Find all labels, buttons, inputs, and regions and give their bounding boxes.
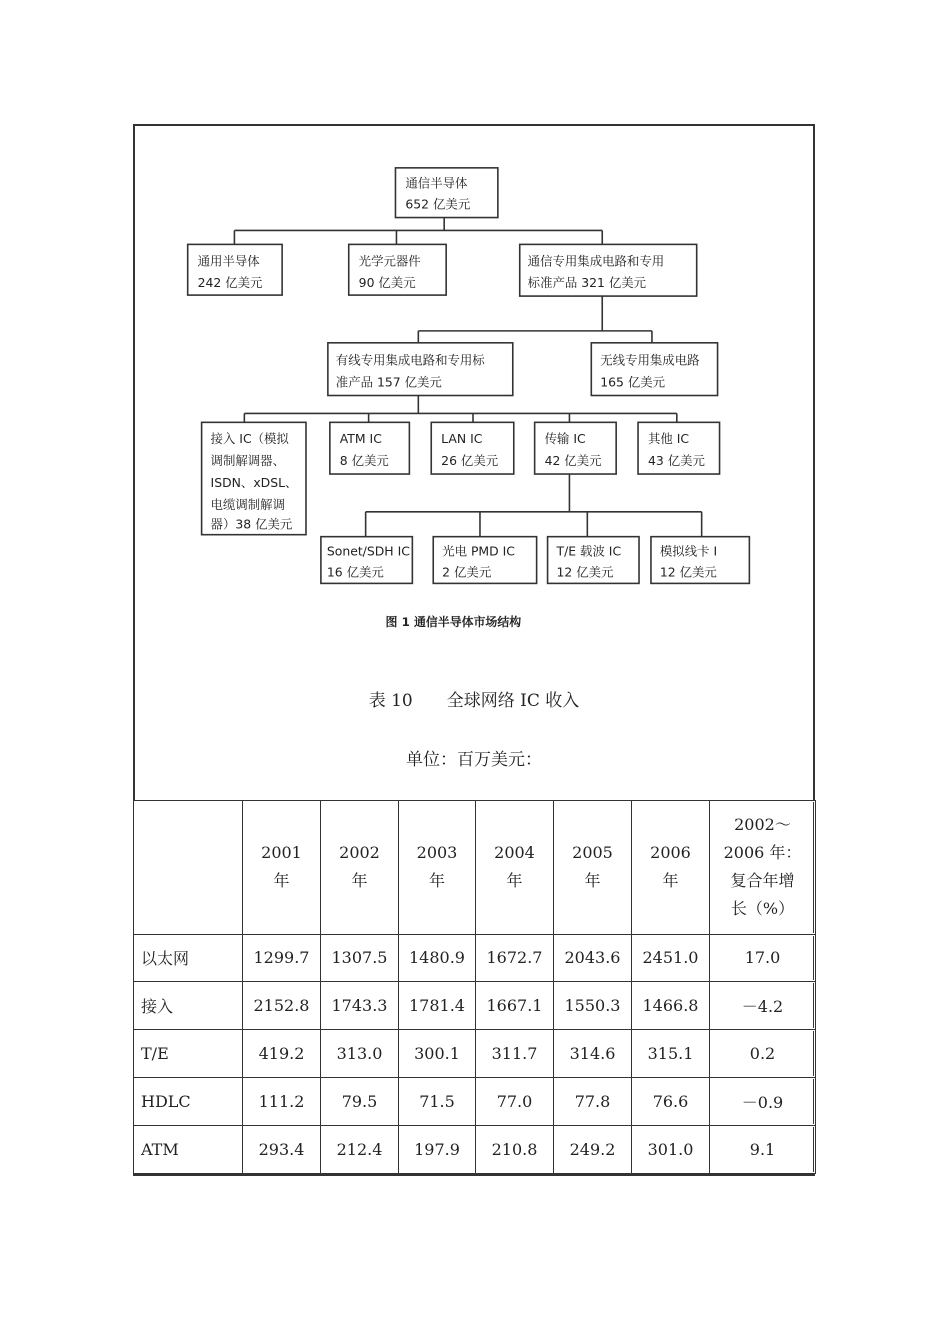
header-cell: [710, 801, 816, 935]
value-cell: 2152.8: [243, 982, 321, 1030]
row-label-cell: ATM: [134, 1126, 243, 1174]
value-cell: 249.2: [554, 1126, 632, 1174]
table-title-text: 全球网络 IC 收入: [446, 691, 580, 711]
node-wireless-line1: 无线专用集成电路: [600, 352, 700, 368]
header-cell-line: 2004: [494, 843, 535, 863]
node-sonet: [321, 537, 412, 584]
value-cell: 111.2: [243, 1078, 321, 1126]
node-access-line1: 接入 IC（模拟: [210, 431, 289, 447]
table-title: [133, 686, 815, 711]
node-wired-line1: 有线专用集成电路和专用标: [335, 352, 485, 368]
node-access: [202, 422, 306, 534]
value-cell: 2451.0: [632, 934, 710, 982]
node-other-line2: 43 亿美元: [647, 453, 705, 469]
header-cell-line: 2003: [416, 843, 458, 863]
value-cell: 76.6: [632, 1078, 710, 1126]
value-cell: 1667.1: [476, 982, 554, 1030]
header-cell: [554, 801, 632, 935]
node-optical-line2: 90 亿美元: [358, 275, 416, 291]
node-wired-line2: 准产品 157 亿美元: [335, 374, 442, 390]
row-label-cell: 以太网: [134, 934, 243, 982]
header-cell-line: 复合年增: [730, 871, 795, 891]
node-sonet-line1: Sonet/SDH IC: [326, 543, 410, 559]
table-row: [134, 1030, 816, 1078]
node-wireless: [591, 343, 717, 396]
node-general-line1: 通用半导体: [197, 253, 260, 269]
value-cell: 77.8: [554, 1078, 632, 1126]
value-cell: 311.7: [476, 1030, 554, 1078]
node-root-line2: 652 亿美元: [405, 196, 471, 212]
value-cell: 1550.3: [554, 982, 632, 1030]
node-sonet-line2: 16 亿美元: [326, 564, 384, 580]
header-cell-line: 年: [428, 871, 445, 891]
table-unit: 单位：百万美元：: [406, 750, 542, 770]
header-cell: [321, 801, 399, 935]
value-cell: 197.9: [399, 1126, 476, 1174]
node-pmd-line2: 2 亿美元: [442, 564, 492, 580]
node-access-line4: 电缆调制解调: [210, 496, 286, 512]
header-corner-cell: [134, 801, 243, 935]
row-label-cell: T/E: [134, 1030, 243, 1078]
node-comm-asic: [520, 244, 697, 296]
value-cell: 315.1: [632, 1030, 710, 1078]
header-cell-line: 2002～: [734, 815, 791, 835]
value-cell: 419.2: [243, 1030, 321, 1078]
node-lan-line1: LAN IC: [441, 431, 483, 447]
node-other: [638, 422, 720, 474]
node-atm-line1: ATM IC: [339, 431, 382, 447]
node-lan-line2: 26 亿美元: [441, 453, 499, 469]
value-cell: 77.0: [476, 1078, 554, 1126]
node-analog-line2: 12 亿美元: [659, 564, 717, 580]
node-te-line2: 12 亿美元: [556, 564, 614, 580]
value-cell: 293.4: [243, 1126, 321, 1174]
value-cell: 314.6: [554, 1030, 632, 1078]
row-label-cell: 接入: [134, 982, 243, 1030]
node-pmd-line1: 光电 PMD IC: [442, 543, 515, 559]
header-cell-line: 年: [506, 871, 523, 891]
header-row: [134, 801, 816, 935]
node-general-line2: 242 亿美元: [197, 275, 263, 291]
node-transport-line1: 传输 IC: [544, 431, 586, 447]
node-access-line3: ISDN、xDSL、: [210, 474, 298, 490]
node-comm-asic-line1: 通信专用集成电路和专用: [527, 253, 665, 269]
table-title-number: 表 10: [368, 691, 413, 711]
cagr-cell: 9.1: [710, 1126, 816, 1174]
cagr-cell: －0.9: [710, 1078, 816, 1126]
header-cell-line: 2001: [261, 843, 302, 863]
cagr-cell: 0.2: [710, 1030, 816, 1078]
value-cell: 313.0: [321, 1030, 399, 1078]
node-atm: [330, 422, 410, 474]
node-te: [548, 537, 639, 584]
node-root: [395, 168, 497, 218]
node-te-line1: T/E 载波 IC: [556, 543, 622, 559]
node-transport: [535, 422, 617, 474]
value-cell: 1672.7: [476, 934, 554, 982]
node-comm-asic-line2: 标准产品 321 亿美元: [527, 275, 647, 291]
node-analog: [651, 537, 749, 584]
node-access-line2: 调制解调器、: [210, 453, 286, 469]
node-wired: [328, 343, 513, 396]
node-transport-line2: 42 亿美元: [544, 453, 602, 469]
table-row: [134, 1078, 816, 1126]
header-cell-line: 2005: [572, 843, 613, 863]
value-cell: 71.5: [399, 1078, 476, 1126]
header-cell-line: 年: [351, 871, 368, 891]
row-label-cell: HDLC: [134, 1078, 243, 1126]
value-cell: 1466.8: [632, 982, 710, 1030]
value-cell: 2043.6: [554, 934, 632, 982]
node-atm-line2: 8 亿美元: [339, 453, 389, 469]
header-cell: [399, 801, 476, 935]
table-row: [134, 934, 816, 982]
value-cell: 1480.9: [399, 934, 476, 982]
node-pmd: [433, 537, 536, 584]
header-cell-line: 年: [273, 871, 290, 891]
node-lan: [431, 422, 514, 474]
value-cell: 212.4: [321, 1126, 399, 1174]
node-access-line5: 器）38 亿美元: [210, 516, 293, 532]
value-cell: 300.1: [399, 1030, 476, 1078]
value-cell: 1299.7: [243, 934, 321, 982]
value-cell: 210.8: [476, 1126, 554, 1174]
node-wireless-line2: 165 亿美元: [600, 374, 666, 390]
header-cell-line: 2002: [339, 843, 380, 863]
table-row: [134, 1126, 816, 1174]
value-cell: 1307.5: [321, 934, 399, 982]
node-optical: [349, 244, 446, 295]
network-ic-revenue-table: [133, 800, 816, 1174]
value-cell: 301.0: [632, 1126, 710, 1174]
header-cell-line: 年: [662, 871, 679, 891]
cagr-cell: －4.2: [710, 982, 816, 1030]
node-root-line1: 通信半导体: [405, 175, 468, 191]
header-cell: [243, 801, 321, 935]
header-cell-line: 2006: [650, 843, 691, 863]
header-cell-line: 2006 年：: [723, 843, 802, 863]
header-cell: [476, 801, 554, 935]
table-row: [134, 982, 816, 1030]
header-cell: [632, 801, 710, 935]
header-cell-line: 年: [584, 871, 601, 891]
node-optical-line1: 光学元器件: [358, 253, 421, 269]
value-cell: 1743.3: [321, 982, 399, 1030]
cagr-cell: 17.0: [710, 934, 816, 982]
figure-caption: 图 1 通信半导体市场结构: [385, 615, 522, 630]
node-general: [188, 244, 282, 295]
header-cell-line: 长（%）: [730, 899, 795, 919]
node-analog-line1: 模拟线卡 I: [659, 543, 718, 559]
value-cell: 1781.4: [399, 982, 476, 1030]
value-cell: 79.5: [321, 1078, 399, 1126]
node-other-line1: 其他 IC: [647, 431, 690, 447]
